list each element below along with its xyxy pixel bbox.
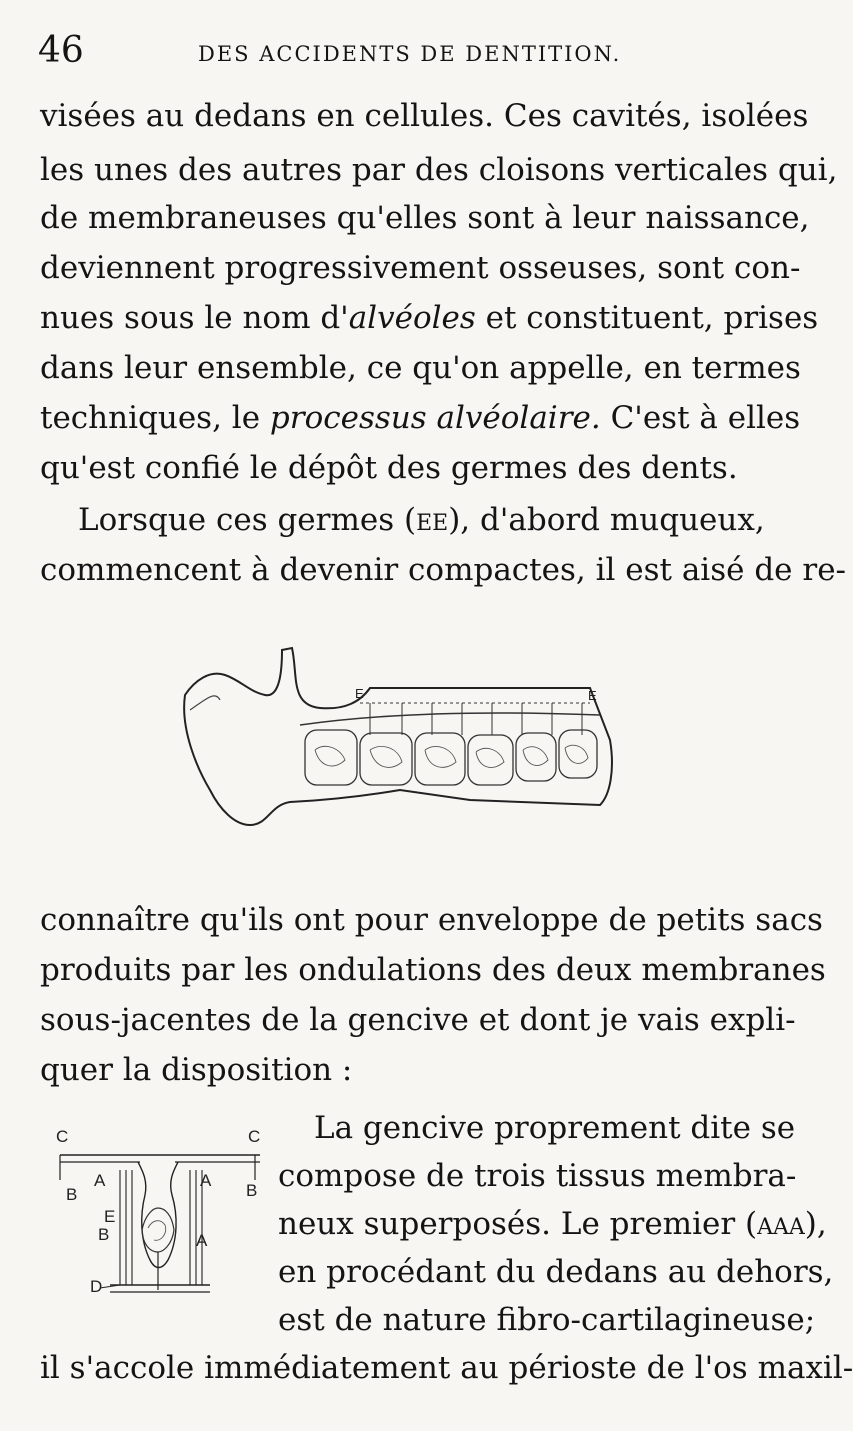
figure-label-b: B bbox=[98, 1225, 110, 1244]
text-line: qu'est confié le dépôt des germes des dents. bbox=[40, 450, 738, 486]
figure-label-b: B bbox=[246, 1181, 258, 1200]
italic-term: processus alvéolaire. bbox=[269, 400, 601, 436]
text-line: compose de trois tissus membra- bbox=[278, 1158, 797, 1194]
figure-label-c: C bbox=[248, 1127, 261, 1146]
text-line: produits par les ondulations des deux membranes bbox=[40, 952, 826, 988]
figure-label-d: D bbox=[90, 1277, 103, 1296]
text-line: est de nature fibro-cartilagineuse; bbox=[278, 1302, 816, 1338]
jaw-illustration bbox=[170, 630, 640, 870]
text-line: commencent à devenir compactes, il est aisé de re- bbox=[40, 552, 847, 588]
text-line: deviennent progressivement osseuses, sont con- bbox=[40, 250, 801, 286]
figure-label-a: A bbox=[94, 1171, 106, 1190]
text-line: visées au dedans en cellules. Ces cavités, isolées bbox=[40, 98, 809, 134]
text-line: Lorsque ces germes (ee), d'abord muqueux, bbox=[78, 502, 765, 538]
figure-label-a: A bbox=[196, 1231, 208, 1250]
text-line: de membraneuses qu'elles sont à leur naissance, bbox=[40, 200, 810, 236]
text-line: quer la disposition : bbox=[40, 1052, 353, 1088]
figure-label-a: A bbox=[200, 1171, 212, 1190]
italic-term: alvéoles bbox=[348, 300, 476, 336]
text-line: La gencive proprement dite se bbox=[314, 1110, 796, 1146]
figure-label-e: E bbox=[104, 1207, 116, 1226]
text-line: les unes des autres par des cloisons verticales qui, bbox=[40, 152, 838, 188]
text-line: neux superposés. Le premier (aaa), bbox=[278, 1206, 827, 1242]
page-header bbox=[38, 30, 758, 80]
text-line: nues sous le nom d'alvéoles et constituent, prises bbox=[40, 300, 819, 336]
text-line: techniques, le processus alvéolaire. C'est à elles bbox=[40, 400, 801, 436]
text-line: dans leur ensemble, ce qu'on appelle, en termes bbox=[40, 350, 801, 386]
text-line: connaître qu'ils ont pour enveloppe de petits sacs bbox=[40, 902, 823, 938]
figure-label-b: B bbox=[66, 1185, 78, 1204]
figure-label-c: C bbox=[56, 1127, 69, 1146]
figure-label-e: E bbox=[588, 688, 597, 703]
text-line: il s'accole immédiatement au périoste de l'os maxil- bbox=[40, 1350, 853, 1386]
running-title: DES ACCIDENTS DE DENTITION. bbox=[198, 42, 622, 66]
gum-section-illustration bbox=[50, 1120, 272, 1320]
page-number: 46 bbox=[38, 30, 84, 71]
text-line: sous-jacentes de la gencive et dont je vais expli- bbox=[40, 1002, 796, 1038]
figure-label-e: E bbox=[355, 686, 364, 701]
text-line: en procédant du dedans au dehors, bbox=[278, 1254, 834, 1290]
